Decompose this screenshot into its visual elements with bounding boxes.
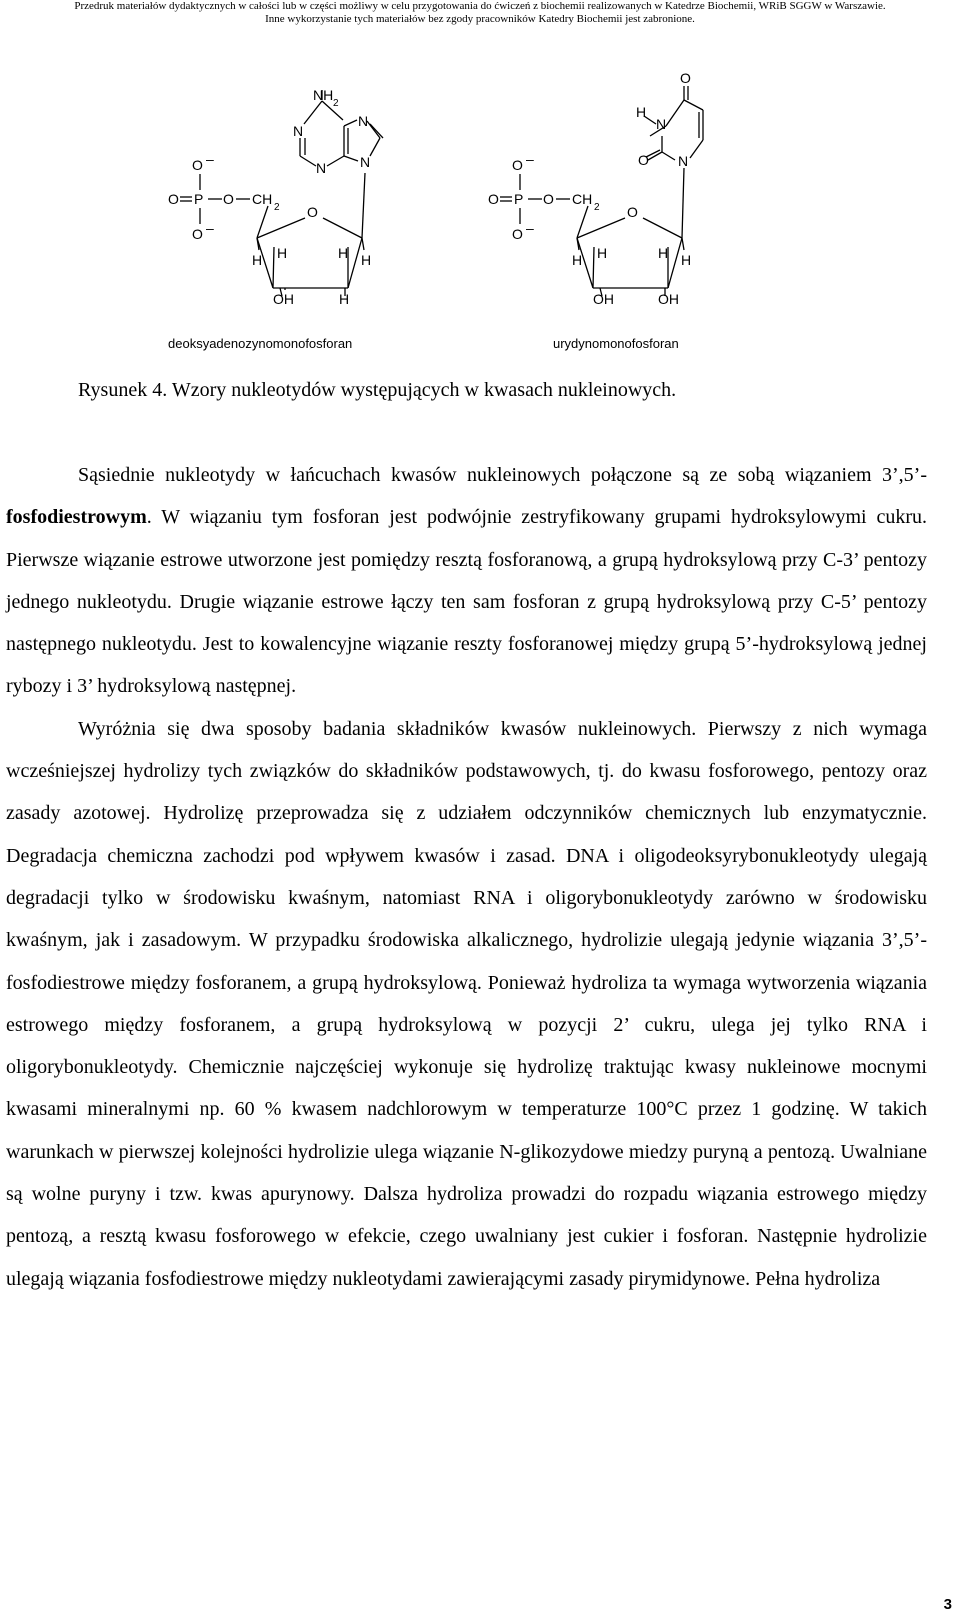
right-uracil-h3: H — [636, 104, 647, 120]
right-phosphate-p: P — [514, 191, 524, 207]
left-adenine-n3: N — [316, 160, 327, 176]
left-phosphate-o-top: O — [192, 157, 203, 173]
header-line-1: Przedruk materiałów dydaktycznych w całości lub w części możliwy w celu przygotowania do ćwiczeń z biochemii realizowanych w Katedrze Biochemii, WRiB SGGW w Warszawie. — [74, 0, 886, 12]
right-oh-2prime: OH — [658, 291, 679, 307]
page-header — [0, 0, 960, 26]
right-ring-oxygen: O — [627, 204, 638, 220]
left-h-3: H — [338, 245, 349, 261]
right-phosphate-o-bottom-charge: – — [526, 220, 534, 236]
left-ch-label: CH — [252, 191, 273, 207]
nucleotide-structures-figure — [0, 60, 960, 380]
right-ch-subscript: 2 — [594, 202, 600, 213]
paragraph-1-end: . W wiązaniu tym fosforan jest podwójnie zestryfikowany grupami hydroksylowymi cukru. Pierwsze wiązanie estrowe utworzone jest pomiędzy resztą fosforanową, a grupą hydroksylową przy C-3’ pentozy jednego nukleotydu. Drugie wiązanie estrowe łączy ten sam fosforan z grupą hydroksylową przy C-5’ pentozy następnego nukleotydu. Jest to kowalencyjne wiązanie reszty fosforanowej między grupą 5’-hydroksylową jednej rybozy i 3’ hydroksylową następnej. — [6, 506, 927, 698]
left-adenine-n9: N — [360, 154, 371, 170]
right-molecule-name: urydynomonofosforan — [553, 336, 679, 351]
body-text — [6, 454, 927, 1300]
figure-caption: Rysunek 4. Wzory nukleotydów występujących w kwasach nukleinowych. — [78, 379, 677, 401]
right-h-2: H — [597, 245, 608, 261]
right-phosphate-o-left: O — [488, 191, 499, 207]
left-h-1: H — [252, 252, 263, 268]
right-ch-label: CH — [572, 191, 593, 207]
left-phosphate-o-left: O — [168, 191, 179, 207]
paragraph-2: Wyróżnia się dwa sposoby badania składników kwasów nukleinowych. Pierwszy z nich wymaga wcześniejszej hydrolizy tych związków do składników podstawowych, tj. do kwasu fosforowego, pentozy oraz zasady azotowej. Hydrolizę przeprowadza się z udziałem odczynników chemicznych lub enzymatycznie. Degradacja chemiczna zachodzi pod wpływem kwasów i zasad. DNA i oligodeoksyrybonukleotydy ulegają degradacji tylko w środowisku kwaśnym, natomiast RNA i oligorybonukleotydy zarówno w środowisku kwaśnym, jak i zasadowym. W przypadku środowiska alkalicznego, hydrolizie ulegają jedynie wiązania 3’,5’-fosfodiestrowe między fosforanem, a grupą hydroksylową. Ponieważ hydroliza ta wymaga wytworzenia wiązania estrowego między fosforanem, a grupą hydroksylową w pozycji 2’ cukru, ulega jej tylko RNA i oligorybonukleotydy. Chemicznie najczęściej wykonuje się hydrolizę traktując kwasy nukleinowe mocnymi kwasami mineralnymi np. 60 % kwasem nadchlorowym w temperaturze 100°C przez 1 godzinę. W takich warunkach w pierwszej kolejności hydrolizie ulega wiązanie N-glikozydowe miedzy puryną a pentozą. Uwalniane są wolne puryny i tzw. kwas apurynowy. Dalsza hydroliza prowadzi do rozpadu wiązania estrowego między pentozą, a resztą kwasu fosforowego w efekcie, czego uwalniany jest cukier i fosforan. Następnie hydrolizie ulegają wiązania fosfodiestrowe między nukleotydami zawierającymi zasady pirymidynowe. Pełna hydroliza — [6, 717, 927, 1290]
right-phosphate-o-top-charge: – — [526, 151, 534, 167]
right-phosphate-o-right: O — [543, 191, 554, 207]
left-h-2: H — [277, 245, 288, 261]
left-molecule-name: deoksyadenozynomonofosforan — [168, 336, 353, 351]
left-adenine-n1: N — [293, 123, 304, 139]
page-number: 3 — [943, 1596, 952, 1613]
nucleotide-structures-svg — [0, 60, 960, 360]
left-nh-subscript: 2 — [333, 98, 339, 109]
left-ch-subscript: 2 — [274, 202, 280, 213]
left-phosphate-o-bottom: O — [192, 226, 203, 242]
left-nh-label: NH — [313, 87, 334, 103]
paragraph-1-bold: fosfodiestrowym — [6, 506, 147, 529]
left-adenine-n7: N — [358, 113, 369, 129]
right-uracil-o4: O — [680, 70, 691, 86]
right-oh-3prime: OH — [593, 291, 614, 307]
left-phosphate-o-right: O — [223, 191, 234, 207]
right-h-4: H — [681, 252, 692, 268]
left-ring-oxygen: O — [307, 204, 318, 220]
left-oh-3prime: OH — [273, 291, 294, 307]
left-h-4: H — [361, 252, 372, 268]
right-uracil-o2: O — [638, 152, 649, 168]
right-phosphate-o-top: O — [512, 157, 523, 173]
paragraph-1-start: Sąsiednie nukleotydy w łańcuchach kwasów nukleinowych połączone są ze sobą wiązaniem 3’,5’- — [78, 464, 927, 486]
left-phosphate-o-top-charge: – — [206, 151, 214, 167]
left-phosphate-o-bottom-charge: – — [206, 220, 214, 236]
right-h-1: H — [572, 252, 583, 268]
right-h-3: H — [658, 245, 669, 261]
paragraph-1 — [6, 454, 927, 708]
header-line-2: Inne wykorzystanie tych materiałów bez zgody pracowników Katedry Biochemii jest zabronione. — [265, 13, 695, 25]
left-phosphate-p: P — [194, 191, 204, 207]
left-h-2prime: H — [339, 291, 350, 307]
right-phosphate-o-bottom: O — [512, 226, 523, 242]
right-uracil-n1: N — [678, 153, 689, 169]
right-uracil-n3: N — [656, 116, 667, 132]
